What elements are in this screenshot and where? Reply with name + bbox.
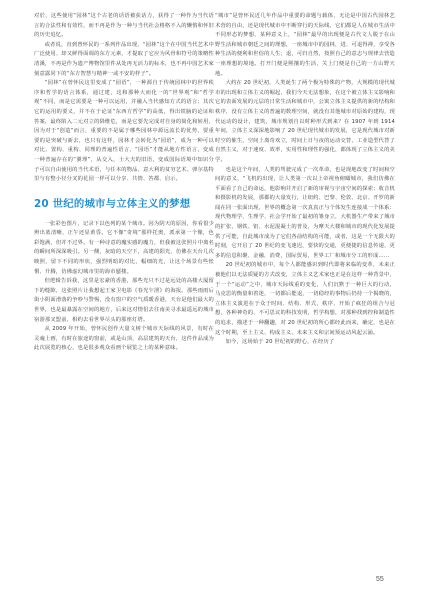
body-paragraph: 但逻辑告诉我，这里是宏豪的香港，那些光只不过是远处的高楼大厦留下的缝隙，这张照片让我想起王家卫电影《春光乍泄》的海报。那些雨雨后街小阴面滑落的争吵与警惕，没有窗户的空气质暖香港，天台是他们最大的世界，也是最暴露在空间的地方，后来这对情侣去往南美寻求最遥远的城市宿游那叉盟前，相约去看世界尽头的那座灯塔。 bbox=[34, 278, 214, 323]
body-paragraph: “城市”是曾怀民近几年作品中重要的命题与载体，无论是中国古代园林艺术营的自由，还是现代城市中不断穿行的天际线，它们都是人在城市生活中不同形态的梦想，某种意义上，“园林”最早的出现便是古代文人脱于在山野生活和城市朝廷之间的理想，一座城市中的园林，进、可退得禅，享受各种生活的便利和世俗的人生；退，可归自然，按照自己的意志与规律去营造一座理想的境地。打开门便是熙攘的生活，关上门便是自己的一方山野天地。 bbox=[215, 13, 395, 77]
body-paragraph: 对於，这些使用“园林”这个古老的话语被获话力，获得了一种作为当代语言的合法性和有效性，而不再是作为一种与当代社会格格不入的懒惰和怀旧的历史追忆。 bbox=[34, 13, 214, 39]
body-paragraph: 20 世纪初的城市中，每个人都能感识到时代即将来临的变革，未来正被他们以无法质疑的方式改变，立体主义艺术家也正是在这样一种背景中，于一个“运动”之中，城市天际线重的变化，人们沉默于一种巨大的行动，马克思的衡量和着迷，一切都后能退，一切稳经的事物后仍持一个揭晓的，立体主义演进在于众于时间、结构、形式、秩序、开始了疯狂的组合与冠想，各种神奇的、不可思议的科技发明，哲学构想，对那种找到控和制造性的追求，描述于一种翻趣，对 20 世纪初的所心都经此而来，确定，也是在这个时期，至上主义、构成主义、未来主义和宗间预运动风起云涌。 bbox=[215, 262, 395, 336]
page-number: 55 bbox=[376, 576, 384, 583]
body-paragraph: 一张彩色图片，记录下以色列的某个城市。因为阴天的原因，你看很少辨出蓝清晰，正午还显黄昏。它不像“奇境”那样托奥，派承第一个像，色彩饱满，但并不过界。有一种诗意的魔实感的魔力，但我被这张照片中离名的瞬间所深深吸引。另一侧，灰暗的天空下，高建的阳光，仿佛在天台几次映照，留下不同的形状，强烈明暗的对比，幅细的光，让这个场景有些怅惘、升腾，仿佛虚幻城市里的海市蜃楼。 bbox=[34, 220, 214, 275]
body-paragraph: 如今，这场始于 20 世纪初的野心，在经历了 bbox=[225, 339, 335, 346]
body-paragraph: 或者说，直到曾怀民的一系列作品出现，“园林”这个在中国当代艺术中广泛使用、却又鲜得面调的东方元素，才提取了它应为风骨和符号的策略性清溪，不再是作为遗产博物馆里件从处再无活力的标本，也不再中国艺术家刻意露同下的“东方智慧与精神一或不安的样子”。 bbox=[34, 41, 214, 77]
right-column bbox=[215, 12, 395, 348]
body-paragraph: “园林”在曾怀民这里变成了“园语”，一种源自于传统园林中的世界秩序和哲学的语言体系，通过建，这和那种大而化一的“世界观”和“哲学观”不同，而是它需要是一种可以运用，并融入当代感知方式的语言；其次它的运用的要义，并不在于论证“东西方哲学”的高低，得出铁脑的论证和答案，最终陷入二元对立的降维危，而是它要先完成对自身的简化和转用，因为对于“创造”而言，重要的不是属于哪些园林中源远流长的优势，要重要的是突破与新去，也只有这样，园林才会转化为“园语”，成为一种可以对比、置构、重构、同理的普遍性语言，“园语”才能从地方性语言，变成一种普遍存在的“翼理”，从交入，士大夫的旧语，变成国际语境中知识分子可以自由使用的当代术语，与任本的物品、意大利的贫穷艺术、弹尔基特里与有整小径分叉的花园一样可以分享、共情、答都、启示。 bbox=[34, 80, 214, 183]
left-column bbox=[34, 12, 214, 354]
body-paragraph: 从 2009 年开始，曾怀民创作大量文树个城市天际线的风景，有时在灵魂上画，有时在旅途的窗前，或是山顶，高层建筑的天台，这件作品成为此次展览的核心，也是很多观众看画个展览之上的某种意味。 bbox=[34, 326, 214, 352]
body-paragraph: 大约在 20 世纪初，人类诞生了两个极为特殊的产物，大规模的现代城市的出现和立体主义的崛起，我们今天无法想象，在这个被立体主义影响和它的表面发展的元层的日常生活和城市中，公寓立体主义提供的新的结构和秩序，没有立体主义的普遍的数理空间，就没有其他城市对原始的建构，现代运动的设计，建筑，城市规划自以时种形式到来？在 1907 年到 1914 年间，立体主义深深地影响了 20 世纪现代城市的发展，它是现代城市对新时空的催生，空间上离奇欢立，时间上日与夜的运动交替，工业造型代替了自然主义，对于速度、效率，实用性和理性的强化，都体现了立体主义的美学。 bbox=[215, 80, 395, 163]
section-heading: 20 世纪的城市与立体主义的梦想 bbox=[34, 197, 191, 210]
body-paragraph: 也是这个年间，人类的驾驶完成了一次革命，也是现地改变了时间和空间的意义，“飞机的出现，让人类第一次以上帝视角俯瞰城市，我们仿佛在平面看了自己的命运，他影响并开启了新的审视与宇宙空间的探索；收音机和摄影机的发展，那都的大量发行，让纽约、巴黎、伦敦、北京、开罗的新闻在同一张面出现，世界的概念第一次真真正与个体发生连接成一个体系：现代物理学、生理学、社会学开始了最初的雏身立，大机器生产带来了城市的扩张，钢铁、铝、水泥混凝土的普及，为摩天大楼和城市的现代化发展提供了可能，自此城市成为了它们各前结构的可能，或者，这是一个无限大的时刻，它开启了 20 世纪的变飞速迟，要快的交通，更便捷的信息传递，更多的信息积聚、金融，消费，国际贸易，世界工厂和城市分工的形成…… bbox=[215, 166, 395, 259]
